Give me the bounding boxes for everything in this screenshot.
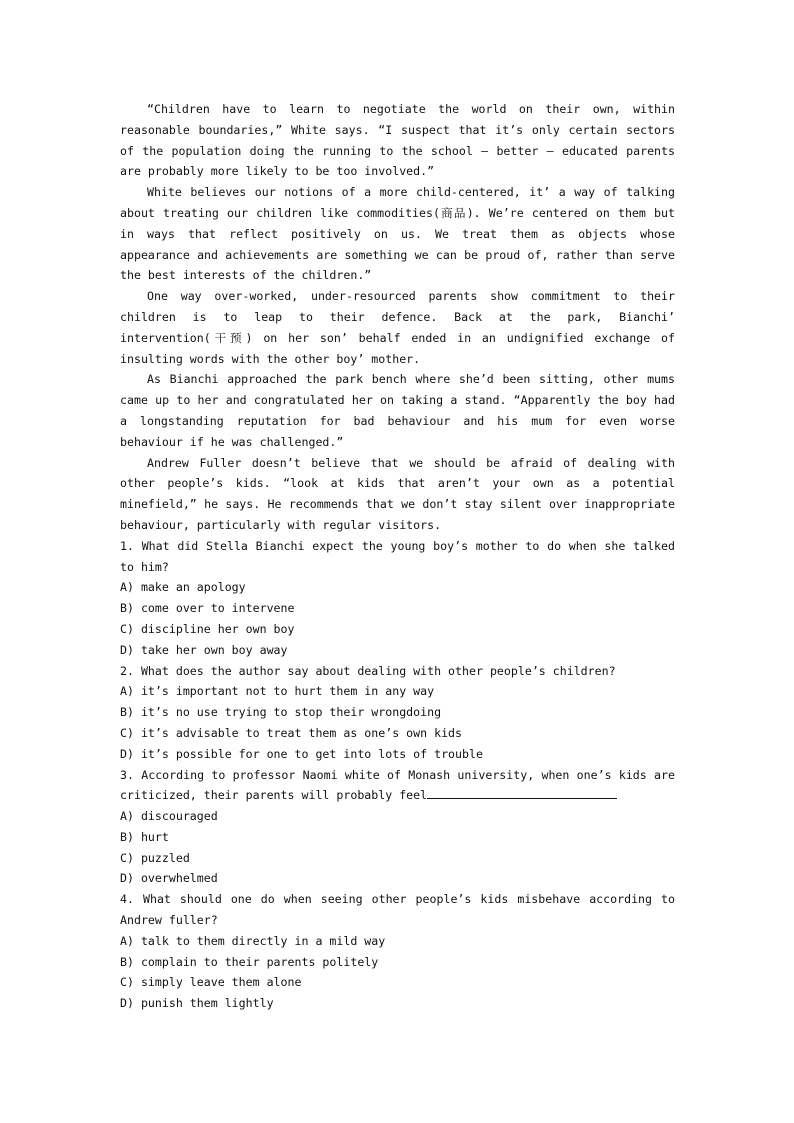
question-stem: 4. What should one do when seeing other people’s kids misbehave according to Andrew fuller? [120, 892, 675, 928]
answer-option: D) punish them lightly [120, 996, 274, 1011]
answer-option: B) it’s no use trying to stop their wrongdoing [120, 705, 442, 720]
answer-option: D) overwhelmed [120, 871, 218, 886]
question-2 [120, 661, 675, 765]
question-3 [120, 765, 675, 890]
question-4 [120, 889, 675, 1014]
answer-option: C) it’s advisable to treat them as one’s own kids [120, 725, 463, 740]
passage-paragraph: One way over-worked, under-resourced parents show commitment to their children is to leap to their defence. Back at the park, Bianchi’ intervention(干预) on her son’ behalf ended in an undignified exchange of insulting words with the other boy’ mother. [120, 289, 675, 366]
answer-option: C) discipline her own boy [120, 621, 295, 636]
passage-paragraph: White believes our notions of a more child-centered, it’ a way of talking about treating our children like commodities(商品). We’re centered on them but in ways that reflect positively on us. We treat them as objects whose appearance and achievements are something we can be proud of, rather than serve the best interests of the children.” [120, 185, 675, 283]
answer-blank [427, 786, 617, 799]
answer-option: A) make an apology [120, 580, 246, 595]
answer-option: A) discouraged [120, 809, 218, 824]
answer-option: C) simply leave them alone [120, 975, 302, 990]
answer-option: D) take her own boy away [120, 642, 288, 657]
question-stem: 2. What does the author say about dealing with other people’s children? [120, 663, 616, 678]
question-stem-with-blank [120, 765, 675, 807]
answer-option: B) complain to their parents politely [120, 954, 379, 969]
answer-option: D) it’s possible for one to get into lots of trouble [120, 746, 483, 761]
answer-option: A) it’s important not to hurt them in any way [120, 684, 435, 699]
answer-option: A) talk to them directly in a mild way [120, 933, 386, 948]
answer-option: C) puzzled [120, 850, 190, 865]
question-1 [120, 536, 675, 661]
answer-option: B) come over to intervene [120, 601, 295, 616]
passage-paragraph: “Children have to learn to negotiate the world on their own, within reasonable boundaries,” White says. “I suspect that it’s only certain sectors of the population doing the running to the school – better – educated parents are probably more likely to be too involved.” [120, 102, 675, 179]
passage-paragraph: As Bianchi approached the park bench where she’d been sitting, other mums came up to her and congratulated her on taking a stand. “Apparently the boy had a longstanding reputation for bad behaviour and his mum for even worse behaviour if he was challenged.” [120, 372, 675, 449]
document-page [120, 99, 675, 1014]
passage-paragraph: Andrew Fuller doesn’t believe that we should be afraid of dealing with other people’s kids. “look at kids that aren’t your own as a potential minefield,” he says. He recommends that we don’t stay silent over inappropriate behaviour, particularly with regular visitors. [120, 455, 675, 532]
answer-option: B) hurt [120, 829, 169, 844]
question-stem: 3. According to professor Naomi white of Monash university, when one’s kids are criticized, their parents will probably feel [120, 767, 675, 803]
question-stem: 1. What did Stella Bianchi expect the young boy’s mother to do when she talked to him? [120, 538, 675, 574]
reading-passage [120, 99, 675, 536]
